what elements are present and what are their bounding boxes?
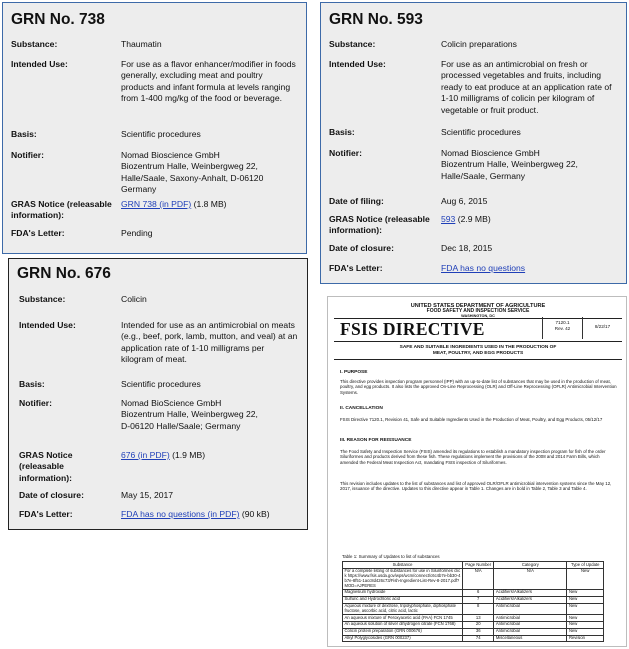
purpose-paragraph: This directive provides inspection program personnel (IPP) with an up-to-date list of substances that may be used in the production of meat, poultry, and egg products. It also lists the approved On-Line Reprocessing (OLR) and Off-Line Reprocessing (OFLR) Antimicrobial Intervention Systems.: [340, 379, 617, 395]
notifier-value: Nomad Bioscience GmbH Biozentrum Halle, Weinbergweg 22, Halle/Saale, Germany: [441, 148, 578, 181]
gras-notice-value: 593 (2.9 MB): [441, 214, 491, 224]
fda-letter-label: FDA's Letter:: [11, 228, 65, 238]
notifier-label: Notifier:: [11, 150, 44, 160]
date-of-closure-value: May 15, 2017: [121, 490, 174, 500]
table-row: Alkyl Polyglycosides (GRN 000237) 74 Miscellaneous Revision: [343, 635, 604, 642]
intended-use-label: Intended Use:: [329, 59, 386, 69]
basis-label: Basis:: [19, 379, 45, 389]
table-row: Sulfuric and Hydrochloric acid 7 Acidifiers/Alkalizers New: [343, 596, 604, 603]
fsis-directive-document: [327, 296, 627, 647]
table-header-row: [343, 562, 604, 569]
table-row: Magnesium hydroxide 6 Acidifiers/Alkalizers New: [343, 589, 604, 596]
updates-table: [342, 561, 604, 642]
intended-use-value: For use as an antimicrobial on fresh or processed vegetables and fruits, including ready to eat produce at an application rate of 1-10 milligrams of colicin per kilogram of vegetable or fruit product.: [441, 59, 612, 115]
basis-label: Basis:: [11, 129, 37, 139]
date-of-closure-label: Date of closure:: [329, 243, 394, 253]
table-caption: Table 1: Summary of Updates to list of substances: [342, 554, 440, 559]
fda-letter-label: FDA's Letter:: [329, 263, 383, 273]
gras-notice-link[interactable]: 593: [441, 214, 456, 224]
fda-letter-link[interactable]: FDA has no questions (in PDF): [121, 509, 240, 519]
basis-value: Scientific procedures: [121, 129, 201, 139]
grn-676-panel: [8, 258, 308, 530]
date-of-filing-value: Aug 6, 2015: [441, 196, 488, 206]
table-row: Colicin protein preparation (GRN 000676) 36 Antimicrobial New: [343, 628, 604, 635]
intended-use-label: Intended Use:: [11, 59, 68, 69]
section-reason: III. REASON FOR REISSUANCE: [340, 438, 412, 443]
substance-value: Thaumatin: [121, 39, 162, 49]
subtitle-rule: [334, 359, 622, 360]
basis-value: Scientific procedures: [441, 127, 521, 137]
department-name: UNITED STATES DEPARTMENT OF AGRICULTURE: [410, 303, 546, 309]
notifier-value: Nomad Bioscience GmbH Biozentrum Halle, Weinbergweg 22, Halle/Saale, Saxony-Anhalt, D-06120 Germany: [121, 150, 264, 195]
gras-notice-value: GRN 738 (in PDF) (1.8 MB): [121, 199, 227, 209]
gras-notice-link[interactable]: 676 (in PDF): [121, 450, 170, 460]
fda-letter-label: FDA's Letter:: [19, 509, 73, 519]
substance-label: Substance:: [329, 39, 376, 49]
substance-label: Substance:: [19, 294, 66, 304]
gras-notice-label: GRAS Notice (releasable information):: [329, 214, 430, 236]
fda-letter-value: FDA has no questions (in PDF) (90 kB): [121, 509, 270, 519]
grn-593-title: GRN No. 593: [329, 11, 423, 28]
gras-notice-label: GRAS Notice (releasable information):: [19, 450, 73, 483]
grn-593-panel: [320, 2, 627, 284]
gras-notice-link[interactable]: GRN 738 (in PDF): [121, 199, 192, 209]
col-category: Category: [494, 562, 567, 569]
fda-letter-value: [441, 263, 525, 274]
section-purpose: I. PURPOSE: [340, 370, 368, 375]
section-cancellation: II. CANCELLATION: [340, 406, 383, 411]
col-page-number: Page Number: [463, 562, 494, 569]
date-of-filing-label: Date of filing:: [329, 196, 384, 206]
grn-676-title: GRN No. 676: [17, 265, 111, 282]
city-name: WASHINGTON, DC: [461, 314, 495, 318]
gras-notice-label: GRAS Notice (releasable information):: [11, 199, 112, 221]
table-row: An aqueous solution of silver dihydrogen citrate (FCN 1768) 20 Antimicrobial New: [343, 621, 604, 628]
col-type-of-update: Type of Update: [567, 562, 604, 569]
directive-title: FSIS DIRECTIVE: [340, 319, 485, 339]
fda-letter-value: Pending: [121, 228, 153, 238]
substance-label: Substance:: [11, 39, 58, 49]
table-row: An aqueous mixture of Peroxyacetic acid (PAA) FCN 1745 13 Antimicrobial New: [343, 615, 604, 622]
basis-value: Scientific procedures: [121, 379, 201, 389]
notifier-label: Notifier:: [19, 398, 52, 408]
intended-use-label: Intended Use:: [19, 320, 76, 330]
grn-738-panel: [2, 2, 307, 254]
cancellation-paragraph: FSIS Directive 7120.1, Revision 41, Safe and Suitable Ingredients Used in the Production of Meat, Poultry, and Egg Products, 05/12/17: [340, 417, 603, 422]
substance-value: Colicin: [121, 294, 147, 304]
substance-value: Colicin preparations: [441, 39, 517, 49]
date-of-closure-label: Date of closure:: [19, 490, 84, 500]
title-rule: [334, 341, 622, 342]
table-row: For a complete listing of substances for use in Siluriformes click https://www.fsis.usda.gov/wps/wcm/connect/c6c4b7e-bb30-4b7e-8f51-1acc8d426c73/Fish-Ingredient-List-Rev-8-2017.pdf?MOD=AJPERES N/A N/A New: [343, 568, 604, 589]
notifier-value: Nomad BioScience GmbH Biozentrum Halle, Weinbergweg 22, D-06120 Halle/Saale; Germany: [121, 398, 258, 431]
directive-date: 8/22/17: [582, 317, 622, 339]
basis-label: Basis:: [329, 127, 355, 137]
date-of-closure-value: Dec 18, 2015: [441, 243, 493, 253]
fda-letter-link[interactable]: FDA has no questions: [441, 263, 526, 273]
service-name: FOOD SAFETY AND INSPECTION SERVICE: [426, 308, 530, 314]
gras-notice-value: 676 (in PDF) (1.9 MB): [121, 450, 206, 460]
grn-738-title: GRN No. 738: [11, 11, 105, 28]
notifier-label: Notifier:: [329, 148, 362, 158]
directive-subtitle: SAFE AND SUITABLE INGREDIENTS USED IN THE PRODUCTION OF MEAT, POULTRY, AND EGG PRODUCTS: [399, 345, 557, 356]
reason-paragraph: The Food Safety and Inspection Service (FSIS) amended its regulations to establish a mandatory inspection program for fish of the order Siluriformes and products derived from these fish. These regulations implement the provisions of the 2008 and 2014 Farm Bills, which amended the Federal Meat Inspection Act, mandating FSIS inspection of Siluriformes.: [340, 449, 606, 465]
table-row: Aqueous mixture of dextrose, tripolyphosphate, diphosphate fructose, ascorbic acid, citric acid, lactic 8 Antimicrobial New: [343, 603, 604, 615]
col-substance: Substance: [343, 562, 463, 569]
directive-number-box: 7120.1 Rev. 42: [542, 317, 582, 339]
revision-paragraph: This revision includes updates to the list of substances and list of approved OLR/OFLR antimicrobial intervention systems since the May 12, 2017, issuance of the directive. Updates to this directive appear in Table 1. Changes are in bold in Table 2, Table 3 and Table 4.: [340, 481, 612, 492]
intended-use-value: Intended for use as an antimicrobial on meats (e.g., beef, pork, lamb, mutton, and veal) at an application rate of 1-10 milligrams per kilogram of meat.: [121, 320, 298, 365]
intended-use-value: For use as a flavor enhancer/modifier in foods generally, excluding meat and poultry products and infant formula at levels ranging from 1-400 mg/kg of the food or beverage.: [121, 59, 296, 104]
